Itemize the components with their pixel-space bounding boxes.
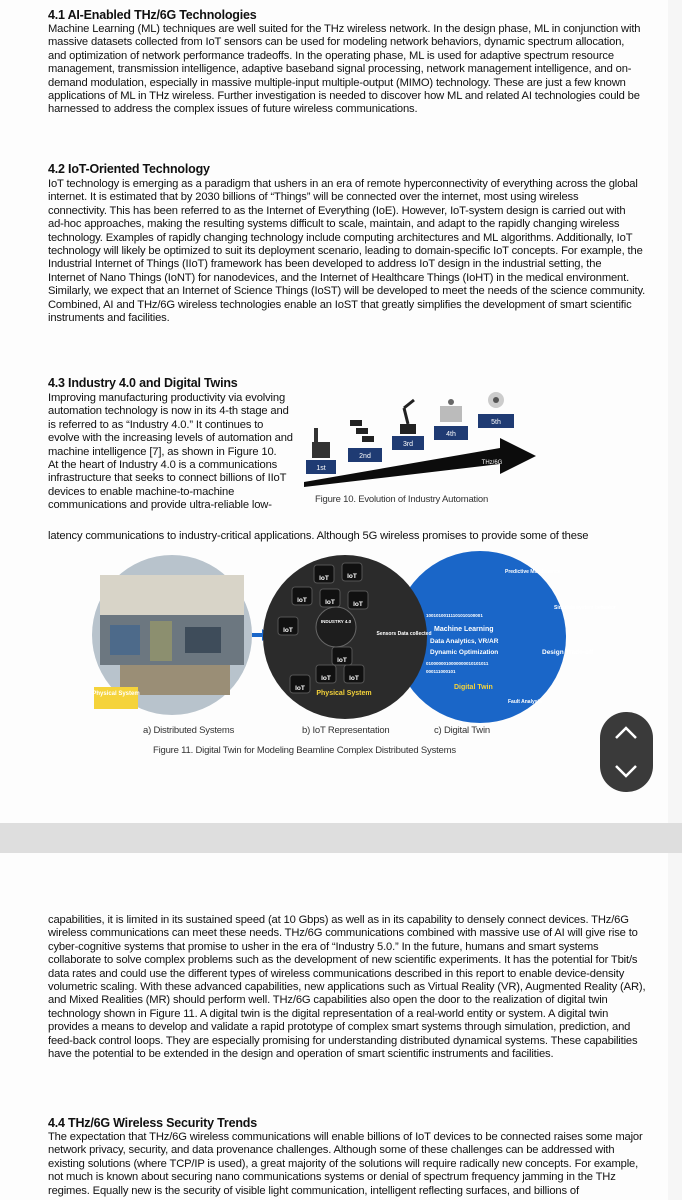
physical-system-label-b: Physical System: [316, 690, 372, 697]
figure-11-sublabel-b: b) IoT Representation: [302, 725, 390, 736]
iot-label: IoT: [337, 657, 347, 664]
factory-icon: [312, 428, 330, 458]
simulate-behavior-label: Simulate system behavior: [554, 605, 616, 611]
section-4-4-title: 4.4 THz/6G Wireless Security Trends: [48, 1116, 257, 1130]
physical-system-label-a: Physical System: [92, 691, 140, 697]
machine-learning-label: Machine Learning: [434, 626, 494, 633]
section-4-2-title: 4.2 IoT-Oriented Technology: [48, 162, 210, 176]
binary-line-3: 000111000101: [426, 669, 456, 674]
iot-label: IoT: [283, 627, 293, 634]
design-tradeoff-label: Design Trade-off: [542, 649, 594, 656]
industry-label: INDUSTRY 4.0: [320, 619, 352, 624]
cyber-physical-icon: [440, 399, 462, 422]
chevron-down-icon[interactable]: [616, 766, 636, 776]
figure-11-caption: Figure 11. Digital Twin for Modeling Beamline Complex Distributed Systems: [153, 745, 456, 756]
section-4-2-body: IoT technology is emerging as a paradigm that ushers in an era of remote hyperconnectivity of everything across the global internet. It is estimated that by 2030 billions of “Things” will be connected over the internet, most using wireless connectivity. This has been referred to as the Internet of Everything (IoE). However, IoT-system design is carried out with ad-hoc approaches, making the resulting systems difficult to scale, maintain, and adapt to the rapidly changing wireless technology. Examples of rapidly changing technology include computing architectures and ML algorithms. Additionally, IoT technology will likely be optimized to suit its deployment scenario, leading to domain-specific IoT concepts. For example, the Industrial Internet of Things (IIoT) framework has been developed to address IoT design in the industrial setting, the Internet of Nano Things (IoNT) for nanodevices, and the Internet of Healthcare Things (IoHT) in the medical environment. Similarly, we expect that an Internet of Science Things (IoST) will be developed to meet the needs of the science community. Combined, AI and THz/6G wireless technologies enable an IoST that greatly simplifies the development of smart scientific instruments and facilities.: [48, 178, 646, 325]
thz-6g-arrow-label: THz/6G: [481, 460, 503, 466]
iot-label: IoT: [295, 685, 305, 692]
section-4-3-body-narrow: Improving manufacturing productivity via evolving automation technology is now in its 4-th stage and is referred to as “Industry 4.0.” It continues to evolve with the increasing levels of automation and machine intelligence [7], as shown in Figure 10. At the heart of Industry 4.0 is a communications infrastructure that seeks to connect billions of IIoT devices to enable machine-to-machine communications and provide ultra-reliable low-: [48, 392, 293, 512]
robot-arm-icon: [400, 400, 416, 434]
stage-1-label: 1st: [316, 465, 326, 472]
iot-label: IoT: [321, 675, 331, 682]
stage-4-label: 4th: [446, 431, 456, 438]
figure-11-digital-twin: [90, 555, 616, 725]
predictive-maintenance-label: Predictive Maintenance: [505, 569, 561, 575]
continued-body: capabilities, it is limited in its sustained speed (at 10 Gbps) as well as in its capability to densely connect devices. THz/6G wireless communications can meet these needs. THz/6G communications combined with massive use of AI will give rise to cyber-cognitive systems that promise to usher in the era of “Industry 5.0.” In the future, humans and smart systems collaborate to solve complex problems such as the development of new scientific experiments. It has the potential for Tbit/s data rates and could use the different types of wireless communications described in this report to enable device-density volumetric scaling. With these advanced capabilities, new applications such as Virtual Reality (VR), Augmented Reality (AR), and Mixed Realities (MR) should perform well. THz/6G capabilities also open the door to the realization of digital twin technology shown in Figure 11. A digital twin is the digital representation of a real-world entity or system. A digital twin provides a means to develop and validate a rapid prototype of complex smart systems through simulation, prediction, and feed-back control loops. They are especially promising for understanding distributed dynamical systems. These capabilities have the potential to be extended in the design and operation of smart scientific instruments and facilities.: [48, 914, 646, 1061]
digital-twin-label: Digital Twin: [454, 684, 493, 691]
iot-label: IoT: [349, 675, 359, 682]
stage-3-label: 3rd: [402, 441, 414, 448]
page-nav-icons: [600, 712, 653, 792]
binary-line-1: 10010100111101010100001: [426, 613, 483, 618]
stage-2-label: 2nd: [359, 453, 371, 460]
binary-line-2: 0100000010000000010101011: [426, 661, 489, 666]
data-analytics-label: Data Analytics, VR/AR: [430, 638, 499, 645]
section-4-1-body: Machine Learning (ML) techniques are well suited for the THz wireless network. In the design phase, ML in conjunction with massive datasets collected from IoT sensors can be used for modeling network behaviors, dynamic spectrum allocation, and optimization of network performance tradeoffs. In the operating phase, ML is used for adaptive spectrum resource management, transmission intelligence, adaptive baseband signal processing, network management intelligence, and on- demand modulation, especially in massive multiple-input multiple-output (MIMO) technology. These are just a few known applications of ML in THz wireless. Further investigation is needed to discover how ML and related AI technologies could be harnessed to address the complex issues of future wireless communications.: [48, 23, 641, 116]
iot-label: IoT: [319, 575, 329, 582]
dynamic-optimization-label: Dynamic Optimization: [430, 649, 499, 656]
assembly-line-icon: [350, 420, 374, 442]
section-4-3-title: 4.3 Industry 4.0 and Digital Twins: [48, 376, 238, 390]
iot-label: IoT: [347, 573, 357, 580]
page-nav-control[interactable]: [600, 712, 653, 792]
fault-analysis-label: Fault Analysis: [508, 699, 542, 705]
iot-label: IoT: [325, 599, 335, 606]
sensors-data-label: Sensors Data collected: [376, 631, 432, 637]
industry-hub: [316, 607, 356, 647]
iot-label: IoT: [297, 597, 307, 604]
stage-5-label: 5th: [491, 419, 501, 426]
iot-label: IoT: [353, 601, 363, 608]
section-4-1-title: 4.1 AI-Enabled THz/6G Technologies: [48, 8, 257, 22]
figure-10-caption: Figure 10. Evolution of Industry Automation: [315, 494, 489, 505]
chevron-up-icon[interactable]: [616, 728, 636, 738]
section-4-3-body-wide: latency communications to industry-critical applications. Although 5G wireless promises to provide some of these: [48, 530, 589, 542]
page-separator: [0, 823, 682, 853]
figure-10-automation-evolution: [300, 390, 540, 490]
figure-11-sublabel-a: a) Distributed Systems: [143, 725, 235, 736]
figure-11-sublabel-c: c) Digital Twin: [434, 725, 490, 736]
section-4-4-body: The expectation that THz/6G wireless communications will enable billions of IoT devices to be connected raises some major network privacy, security, and data provenance challenges. Although some of these challenges can be addressed with existing solutions (where TCP/IP is used), a great majority of the solutions will require radically new concepts. For example, not much is known about securing nano communications systems or denial of spectrum frequency jamming in the THz regimes. Equally new is the security of visible light communication, intelligent reflecting surfaces, and billions of: [48, 1131, 643, 1197]
cognitive-system-icon: [488, 392, 504, 408]
